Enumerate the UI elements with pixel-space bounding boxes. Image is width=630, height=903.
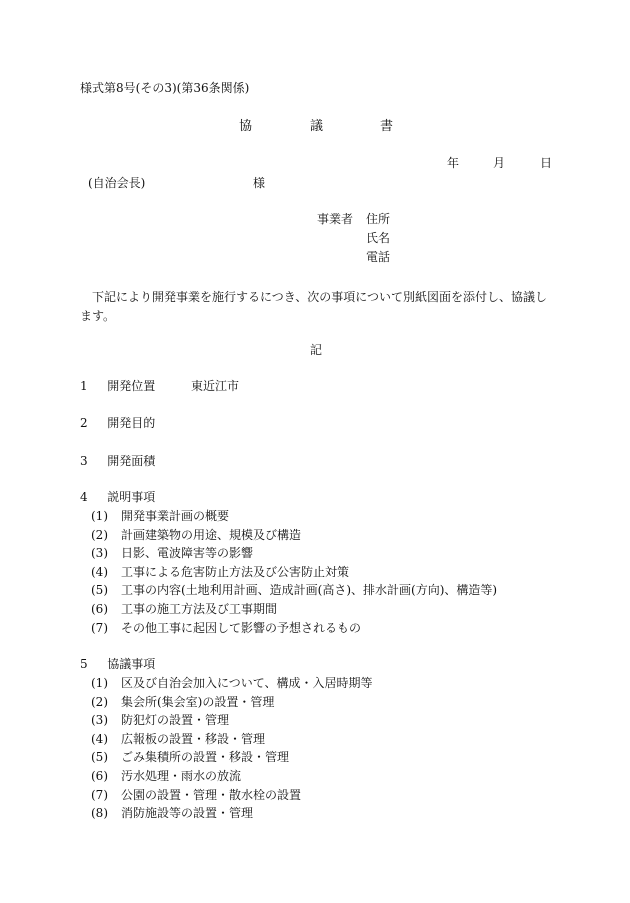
item-text: 集会所(集会室)の設置・管理 [121,695,275,709]
item-text: 区及び自治会加入について、構成・入居時期等 [121,676,373,690]
item-number: (2) [91,528,108,542]
item-number: (2) [91,695,108,709]
item-text: 公園の設置・管理・散水栓の設置 [121,788,302,802]
item-text: 消防施設等の設置・管理 [121,806,254,820]
item-number: (5) [91,750,108,764]
item-number: (1) [91,676,108,690]
item-text: 広報板の設置・移設・管理 [121,732,266,746]
date-month: 月 [493,156,506,170]
list-item [91,603,277,615]
section-5 [80,658,155,670]
list-item [91,733,265,745]
item-number: (6) [91,769,108,783]
item-text: 計画建築物の用途、規模及び構造 [121,528,302,542]
item-number: (4) [91,732,108,746]
list-item [91,789,301,801]
section-3 [80,455,155,467]
list-item [91,510,229,522]
list-item [91,584,497,596]
section-label: 開発面積 [107,454,156,468]
list-item [91,807,253,819]
list-item [91,677,373,689]
item-number: (3) [91,546,108,560]
body-paragraph: 下記により開発事業を施行するにつき、次の事項について別紙図面を添付し、協議します。 [80,290,548,323]
item-number: (1) [91,509,108,523]
section-4 [80,491,155,503]
ki-heading: 記 [310,343,323,357]
item-text: ごみ集積所の設置・移設・管理 [121,750,290,764]
title-char: 協 [239,119,253,134]
section-number: 2 [80,416,88,430]
item-text: 汚水処理・雨水の放流 [121,769,242,783]
date-day: 日 [540,156,553,170]
item-text: 開発事業計画の概要 [121,509,230,523]
form-label: 様式第8号(その3)(第36条関係) [80,81,250,95]
list-item [91,696,274,708]
section-1 [80,380,239,392]
item-text: 防犯灯の設置・管理 [121,713,230,727]
item-text: その他工事に起因して影響の予想されるもの [121,621,362,635]
list-item [91,529,301,541]
section-number: 3 [80,454,88,468]
list-item [91,622,361,634]
item-number: (5) [91,583,108,597]
addressee-honorific: 様 [253,176,266,190]
applicant-name-label: 氏名 [366,231,391,245]
addressee-name: (自治会長) [88,176,146,190]
list-item [91,547,253,559]
item-number: (6) [91,602,108,616]
title-char: 議 [310,119,324,134]
list-item [91,714,229,726]
item-number: (4) [91,565,108,579]
section-label: 協議事項 [107,657,156,671]
date-year: 年 [447,156,460,170]
section-number: 4 [80,490,88,504]
item-text: 工事の内容(土地利用計画、造成計画(高さ)、排水計画(方向)、構造等) [121,583,498,597]
section-2 [80,417,155,429]
item-number: (3) [91,713,108,727]
section-label: 開発位置 [107,379,156,393]
section-label: 開発目的 [107,416,156,430]
applicant-address-label: 住所 [366,212,391,226]
section-number: 5 [80,657,88,671]
list-item [91,770,241,782]
applicant-label: 事業者 [317,212,354,226]
applicant-phone-label: 電話 [366,250,391,264]
section-label: 説明事項 [107,490,156,504]
section-value: 東近江市 [190,379,239,393]
item-number: (7) [91,621,108,635]
item-number: (7) [91,788,108,802]
section-number: 1 [80,379,88,393]
item-number: (8) [91,806,108,820]
title-char: 書 [380,119,394,134]
item-text: 工事による危害防止方法及び公害防止対策 [121,565,350,579]
item-text: 工事の施工方法及び工事期間 [121,602,278,616]
list-item [91,751,289,763]
item-text: 日影、電波障害等の影響 [121,546,254,560]
list-item [91,566,349,578]
